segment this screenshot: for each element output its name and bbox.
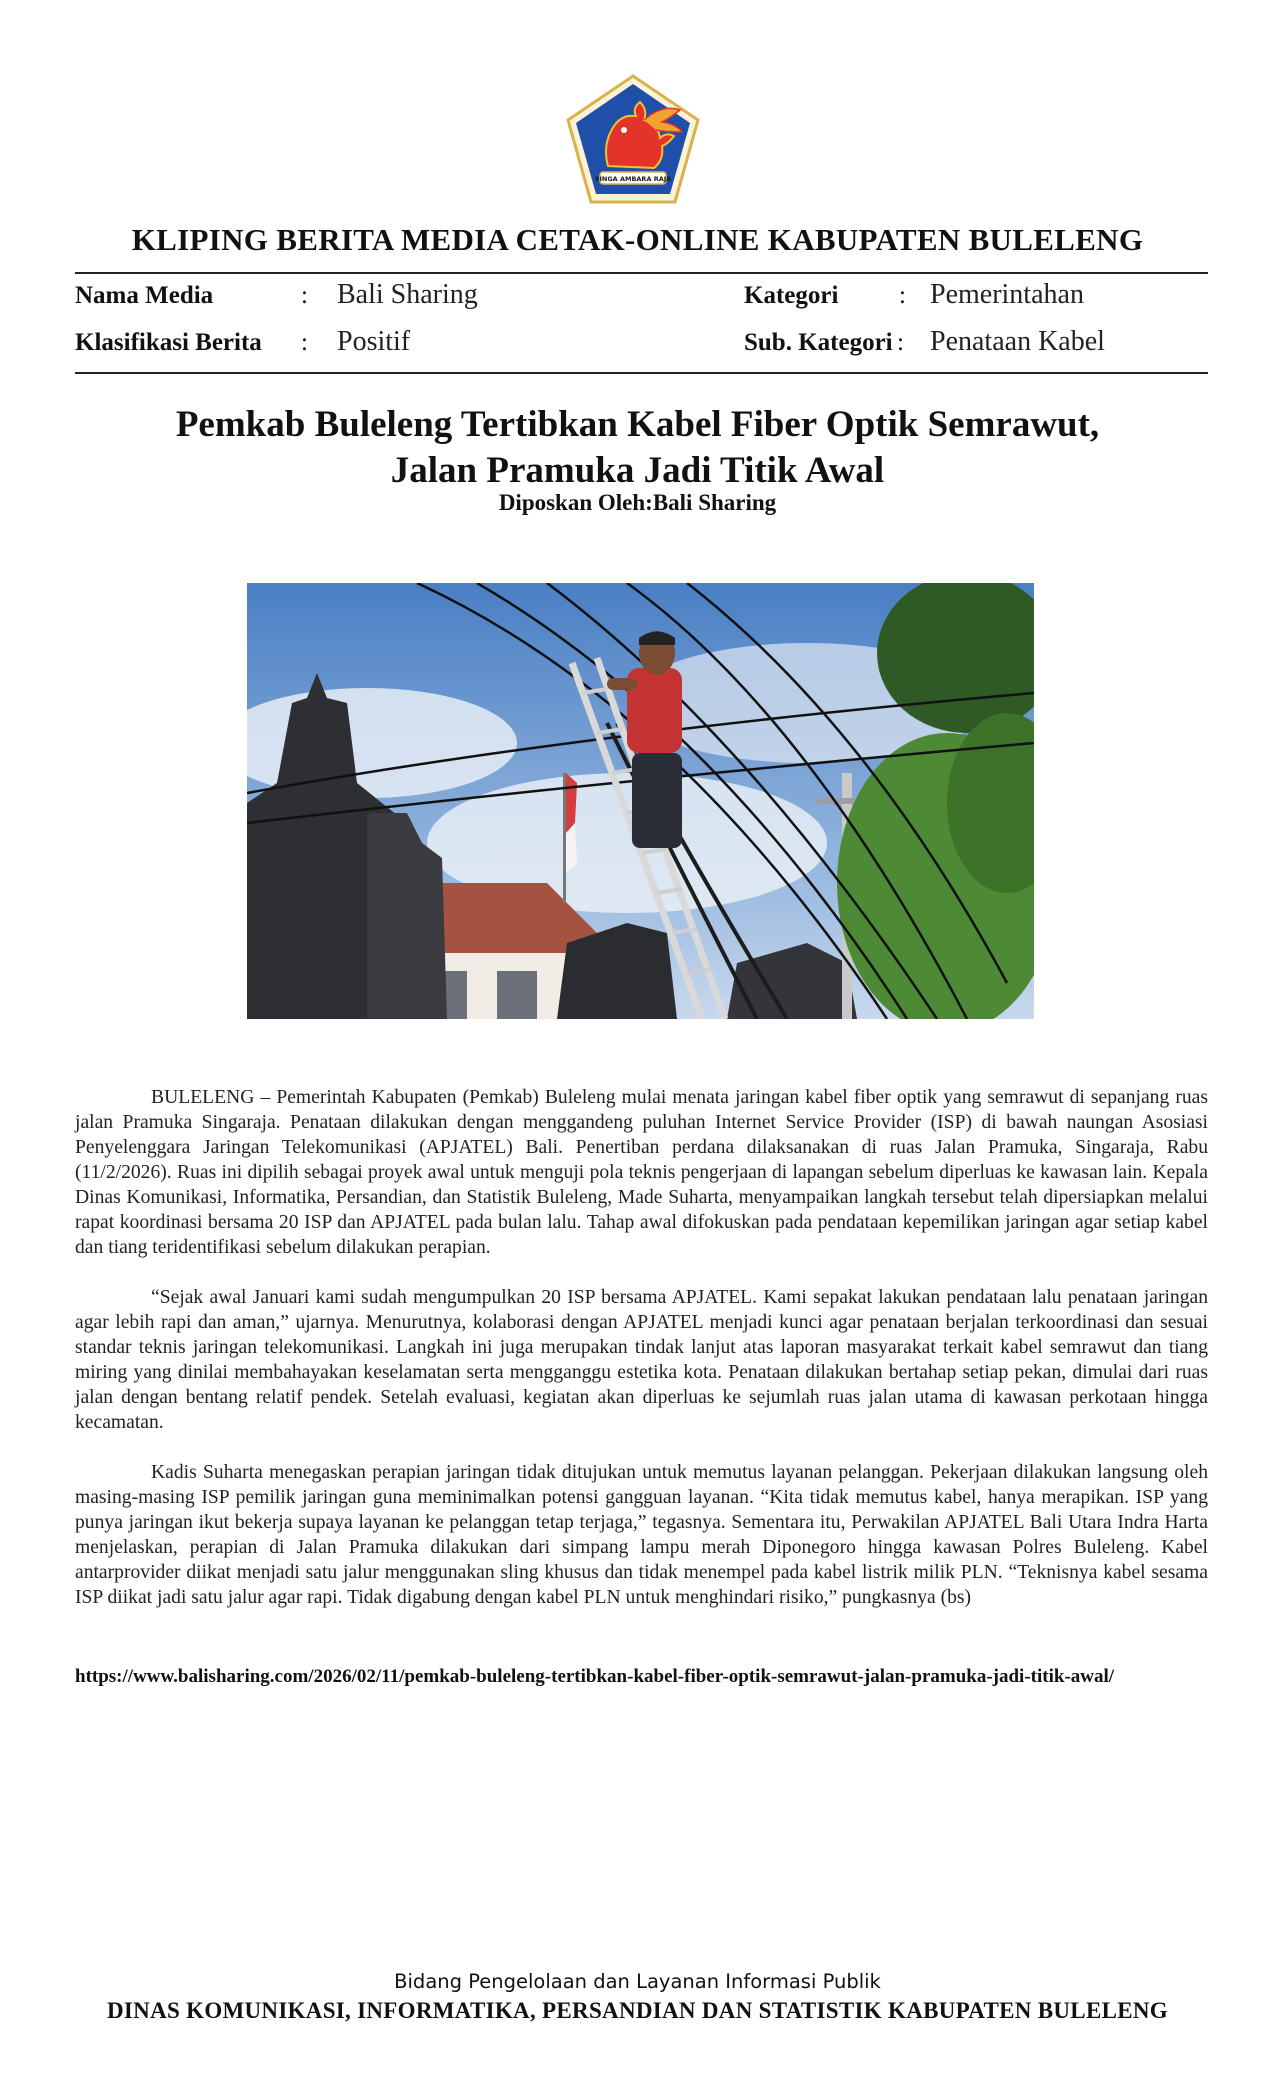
- buleleng-emblem-icon: [566, 74, 701, 204]
- headline-line-1: Pemkab Buleleng Tertibkan Kabel Fiber Optik Semrawut,: [175, 404, 1100, 445]
- nama-media-label: Nama Media: [75, 282, 214, 309]
- footer-agency: DINAS KOMUNIKASI, INFORMATIKA, PERSANDIAN DAN STATISTIK KABUPATEN BULELENG: [107, 1998, 1168, 2023]
- kategori-value: Pemerintahan: [930, 279, 1084, 310]
- meta-divider: [75, 372, 1208, 374]
- top-divider: [75, 272, 1208, 274]
- byline: Diposkan Oleh:Bali Sharing: [498, 490, 777, 515]
- klasifikasi-label: Klasifikasi Berita: [75, 329, 262, 356]
- sub-kategori-label: Sub. Kategori: [744, 329, 893, 356]
- sub-kategori-value: Penataan Kabel: [930, 326, 1105, 357]
- svg-text:SINGA AMBARA RAJA: SINGA AMBARA RAJA: [594, 175, 672, 183]
- article-paragraph: “Sejak awal Januari kami sudah mengumpulkan 20 ISP bersama APJATEL. Kami sepakat lakukan pendataan lalu penataan jaringan agar lebih rapi dan aman,” ujarnya. Menurutnya, kolaborasi dengan APJATEL menjadi kunci agar penataan berjalan terkoordinasi dan sesuai standar teknis jaringan telekomunikasi. Langkah ini juga merupakan tindak lanjut atas laporan masyarakat terkait kabel semrawut dan tiang miring yang dinilai membahayakan keselamatan serta mengganggu estetika kota. Penataan dilakukan bertahap setiap pekan, dimulai dari ruas jalan dengan bentang relatif pendek. Setelah evaluasi, kegiatan akan diperluas ke sejumlah ruas jalan utama di kawasan perkotaan hingga kecamatan.: [75, 1287, 1208, 1433]
- source-url-link[interactable]: https://www.balisharing.com/2026/02/11/pemkab-buleleng-tertibkan-kabel-fiber-optik-semrawut-jalan-pramuka-jadi-titik-awal/: [75, 1666, 1115, 1687]
- klasifikasi-value: Positif: [337, 326, 411, 357]
- nama-media-colon: :: [301, 282, 308, 309]
- kategori-label: Kategori: [744, 282, 839, 309]
- klasifikasi-colon: :: [301, 329, 308, 356]
- headline-line-2: Jalan Pramuka Jadi Titik Awal: [390, 450, 885, 491]
- article-body: [75, 1085, 1208, 1635]
- kategori-colon: :: [899, 282, 906, 309]
- article-paragraph: BULELENG – Pemerintah Kabupaten (Pemkab) Buleleng mulai menata jaringan kabel fiber optik yang semrawut di sepanjang ruas jalan Pramuka Singaraja. Penataan dilakukan dengan menggandeng puluhan Internet Service Provider (ISP) di bawah naungan Asosiasi Penyelenggara Jaringan Telekomunikasi (APJATEL) Bali. Penertiban perdana dilaksanakan di ruas Jalan Pramuka, Singaraja, Rabu (11/2/2026). Ruas ini dipilih sebagai proyek awal untuk menguji pola teknis pengerjaan di lapangan sebelum diperluas ke kawasan lain. Kepala Dinas Komunikasi, Informatika, Persandian, dan Statistik Buleleng, Made Suharta, menyampaikan langkah tersebut telah dipersiapkan melalui rapat koordinasi bersama 20 ISP dan APJATEL pada bulan lalu. Tahap awal difokuskan pada pendataan kepemilikan jaringan agar setiap kabel dan tiang teridentifikasi sebelum dilakukan perapian.: [75, 1087, 1208, 1258]
- footer-division: Bidang Pengelolaan dan Layanan Informasi Publik: [394, 1970, 881, 1993]
- article-photo: [247, 583, 1034, 1019]
- kliping-title: KLIPING BERITA MEDIA CETAK-ONLINE KABUPATEN BULELENG: [131, 222, 1144, 257]
- sub-kategori-colon: :: [897, 329, 904, 356]
- article-paragraph: Kadis Suharta menegaskan perapian jaringan tidak ditujukan untuk memutus layanan pelanggan. Pekerjaan dilakukan langsung oleh masing-masing ISP pemilik jaringan guna meminimalkan potensi gangguan layanan. “Kita tidak memutus kabel, hanya merapikan. ISP yang punya jaringan ikut bekerja supaya layanan ke pelanggan tetap terjaga,” tegasnya. Sementara itu, Perwakilan APJATEL Bali Utara Indra Harta menjelaskan, perapian di Jalan Pramuka dilakukan dari simpang lampu merah Diponegoro hingga kawasan Polres Buleleng. Kabel antarprovider diikat menjadi satu jalur menggunakan sling khusus dan tidak menempel pada kabel listrik milik PLN. “Teknisnya kabel sesama ISP diikat jadi satu jalur agar rapi. Tidak digabung dengan kabel PLN untuk menghindari risiko,” pungkasnya (bs): [75, 1462, 1208, 1608]
- nama-media-value: Bali Sharing: [337, 279, 478, 310]
